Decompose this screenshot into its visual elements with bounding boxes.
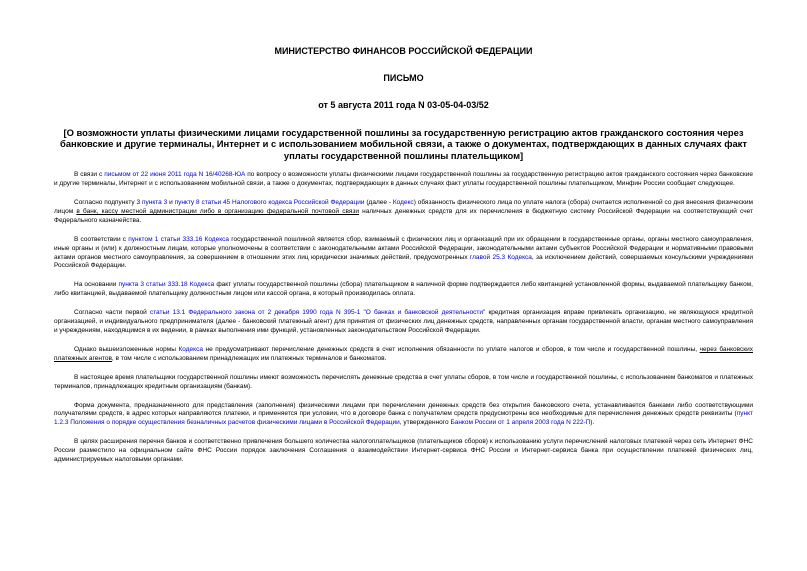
- text: В соответствии с: [74, 235, 129, 243]
- underlined-text: через банковских платежных агентов: [54, 345, 753, 362]
- paragraph-9: [54, 438, 753, 465]
- text: В целях расширения перечня банков и соответственно привлечения большего количества налогоплательщиков (плательщиков сборов) к использованию услуги перечислений налоговых платежей через сеть Интернет ФНС России разместило на официальном сайте ФНС России порядок заключения Соглашения о взаимодействии Интернет-сервиса ФНС России и Интернет-сервиса банка при осуществлении платежей физических лиц, администрируемых налоговыми органами.: [54, 438, 753, 464]
- text: наличных денежных средств для их перечисления в бюджетную систему Российской Федерации на соответствующий счет Федерального казначейства.: [54, 207, 753, 224]
- text: Форма документа, предназначенного для представления (заполнения) физическими лицами при перечислении денежных средств без открытия банковского счета, устанавливается банками либо соответствующими получателями средств, в адрес которых направляются платежи, и применяется при условии, что в договоре банка с получателем средств предусмотрены все необходимые для перечисления денежных средств реквизиты (: [54, 401, 753, 418]
- link-punkt-8-stati-45[interactable]: пункту 8 статьи 45 Налогового кодекса Российской Федерации: [174, 199, 365, 207]
- text: , за исключением действий, совершаемых консульскими учреждениями Российской Федерации.: [54, 253, 753, 270]
- paragraph-1: [54, 171, 753, 189]
- paragraph-3: [54, 236, 753, 272]
- link-punkt-3[interactable]: пункта 3: [141, 199, 168, 207]
- text: ).: [590, 419, 595, 427]
- link-glava-25-3[interactable]: главой 25.3 Кодекса: [469, 253, 532, 261]
- paragraph-6: [54, 346, 753, 364]
- document-title: [О возможности уплаты физическими лицами государственной пошлины за государственную регистрацию актов гражданского состояния через банковские и другие терминалы, Интернет и с использованием мобильной связи, а также о документах, подтверждающих в данных случаях факт уплаты государственной пошлины плательщиком]: [60, 127, 747, 161]
- text: ) обязанность физического лица по уплате налога (сбора) считается исполненной со дня внесения физическим лицом: [54, 199, 753, 215]
- paragraph-4: [54, 281, 753, 299]
- text: (далее -: [364, 199, 393, 207]
- document-date-number: от 5 августа 2011 года N 03-05-04-03/52: [318, 100, 489, 110]
- text: Однако вышеизложенные нормы: [74, 345, 179, 353]
- link-statya-13-1-zakon-o-bankah[interactable]: статьи 13.1 Федерального закона от 2 декабря 1990 года N 395-1 "О банках и банковской деятельности": [149, 309, 486, 317]
- paragraph-7: [54, 374, 753, 392]
- link-letter-22-june-2011[interactable]: письмом от 22 июня 2011 года N 16/40268-ЮА: [104, 171, 246, 179]
- text: Согласно части первой: [74, 309, 150, 317]
- text: факт уплаты государственной пошлины (сбора) плательщиком в наличной форме подтверждается либо квитанцией установленной формы, выдаваемой плательщику банком, либо квитанцией, выдаваемой плательщику должностным лицом или кассой органа, в который производилась оплата.: [54, 281, 753, 298]
- text: кредитная организация вправе привлекать организацию, не являющуюся кредитной организацией, и индивидуального предпринимателя (далее - банковский платежный агент) для принятия от физических лиц денежных средств, направленных органам государственной власти, органам местного самоуправления и учреждениям, находящимся в их ведении, в рамках выполнения ими функций, установленных законодательством Российской Федерации.: [54, 309, 753, 334]
- text: , в том числе с использованием принадлежащих им платежных терминалов и банкоматов.: [111, 354, 387, 362]
- text: государственной пошлиной является сбор, взимаемый с физических лиц и организаций при их обращении в государственные органы, органы местного самоуправления, иные органы и (или) к должностным лицам, которые уполномочены в соответствии с законодательными актами Российской Федерации, законодательными актами субъектов Российской Федерации и нормативными правовыми актами органов местного самоуправления, за совершением в отношении этих лиц юридически значимых действий, предусмотренных: [54, 235, 754, 261]
- document-body: [54, 171, 753, 465]
- link-bank-rossii-222-p[interactable]: Банком России от 1 апреля 2003 года N 222-П: [450, 419, 591, 427]
- text: по вопросу о возможности уплаты физическими лицами государственной пошлины за государственную регистрацию актов гражданского состояния через банковские и другие терминалы, Интернет и с использованием мобильной связи, а также о документах, подтверждающих в данных случаях факт уплаты государственной пошлины плательщиком, Минфин России сообщает следующее.: [54, 171, 753, 188]
- link-punkt-3-stati-333-18[interactable]: пункта 3 статьи 333.18 Кодекса: [118, 281, 215, 289]
- paragraph-2: [54, 199, 753, 226]
- link-kodeks[interactable]: Кодекс: [392, 199, 414, 207]
- text: не предусматривают перечисление денежных средств в счет исполнения обязанности по уплате налогов и сборов, в том числе и государственной пошлины,: [202, 345, 700, 353]
- paragraph-8: [54, 402, 753, 429]
- link-kodeks[interactable]: Кодекса: [178, 345, 203, 353]
- link-punkt-1-2-3-polozheniya[interactable]: пункт 1.2.3 Положения о порядке осуществления безналичных расчетов физическими лицами в Российской Федерации: [54, 410, 753, 427]
- ministry-heading: МИНИСТЕРСТВО ФИНАНСОВ РОССИЙСКОЙ ФЕДЕРАЦИИ: [274, 46, 533, 56]
- text: , утвержденного: [399, 419, 451, 427]
- document-type: ПИСЬМО: [383, 73, 424, 83]
- text: На основании: [74, 281, 119, 289]
- text: В связи с: [74, 171, 105, 179]
- paragraph-5: [54, 309, 753, 336]
- text: В настоящее время плательщики государственной пошлины имеют возможность перечислять денежные средства в счет уплаты сборов, в том числе и государственной пошлины, с использованием банкоматов и платежных терминалов, принадлежащих кредитным организациям (банкам).: [54, 373, 753, 390]
- text: и: [167, 199, 175, 207]
- link-punkt-1-stati-333-16[interactable]: пунктом 1 статьи 333.16 Кодекса: [128, 235, 230, 243]
- underlined-text: в банк, кассу местной администрации либо в организацию федеральной почтовой связи: [76, 207, 359, 215]
- text: Согласно подпункту 3: [74, 199, 142, 207]
